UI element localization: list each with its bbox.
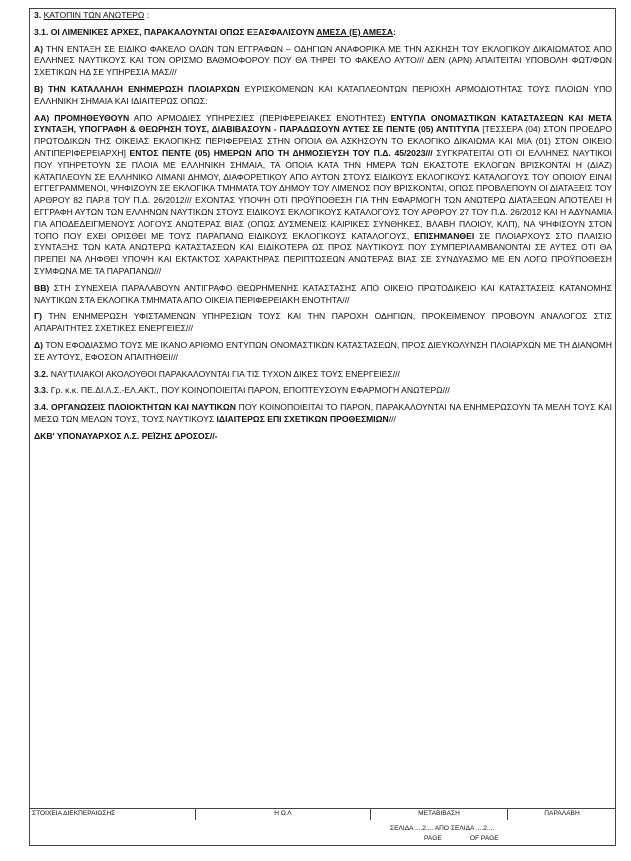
section-title: ΚΑΤΟΠΙΝ ΤΩΝ ΑΝΩΤΕΡΩ [43, 10, 145, 20]
paragraph-aa-bold-3: ΕΝΤΟΣ ΠΕΝΤΕ (05) ΗΜΕΡΩΝ ΑΠΟ ΤΗ ΔΗΜΟΣΙΕΥΣΗ ΤΟΥ Π.Δ. 45/2023/// [129, 147, 433, 158]
paragraph-3-2-text: ΝΑΥΤΙΛΙΑΚΟΙ ΑΚΟΛΟΥΘΟΙ ΠΑΡΑΚΑΛΟΥΝΤΑΙ ΓΙΑ ΤΙΣ ΤΥΧΟΝ ΔΙΚΕΣ ΤΟΥΣ ΕΝΕΡΓΕΙΕΣ/// [48, 368, 400, 379]
paragraph-3-3 [34, 385, 612, 397]
paragraph-aa-text-1: ΑΠΟ ΑΡΜΟΔΙΕΣ ΥΠΗΡΕΣΙΕΣ (ΠΕΡΙΦΕΡΕΙΑΚΕΣ ΕΝΟΤΗΤΕΣ) [129, 112, 391, 123]
footer-col-transmission: ΜΕΤΑΒΙΒΑΣΗ [371, 809, 508, 821]
paragraph-aa-text-2: [ΤΕΣΣΕΡΑ (04) ΣΤΟΝ ΠΡΟΕΔΡΟ ΠΡΩΤΟΔΙΚΩΝ ΤΗΣ ΟΙΚΕΙΑΣ ΕΚΛΟΓΙΚΗΣ ΠΕΡΙΦΕΡΕΙΑΣ ΣΤΗΝ ΟΠΟΙΑ ΘΑ ΑΣΚΗΣΟΥΝ ΤΟ ΕΚΛΟΓΙΚΟ ΔΙΚΑΙΩΜΑ ΚΑΙ ΜΙΑ (01) ΣΤΟΝ ΟΙΚΕΙΟ ΑΝΤΙΠΕΡΙΦΕΡΕΙΑΡΧΗ] [34, 124, 613, 158]
paragraph-g [34, 311, 612, 335]
of-page-label: OF PAGE [469, 835, 499, 842]
section-number: 3. [34, 10, 42, 20]
footer-col-reception: ΠΑΡΑΛΑΒΗ [508, 809, 617, 821]
paragraph-a-text: ΤΗΝ ΕΝΤΑΞΗ ΣΕ ΕΙΔΙΚΟ ΦΑΚΕΛΟ ΟΛΩΝ ΤΩΝ ΕΓΓΡΑΦΩΝ – ΟΔΗΓΙΩΝ ΑΝΑΦΟΡΙΚΑ ΜΕ ΤΗΝ ΑΣΚΗΣΗ ΤΟΥ ΕΚΛΟΓΙΚΟΥ ΔΙΚΑΙΩΜΑΤΟΣ ΑΠΟ ΕΛΛΗΝΕΣ ΝΑΥΤΙΚΟΥΣ ΚΑΙ ΤΟΝ ΟΡΙΣΜΟ ΒΑΘΜΟΦΟΡΟΥ ΠΟΥ ΘΑ ΤΗΡΕΙ ΤΟ ΦΑΚΕΛΟ ΑΥΤΟ/// ΔΕΝ (ΑΡΝ) ΑΠΑΙΤΕΙΤΑΙ ΥΠΟΒΟΛΗ ΦΩΤ/ΦΩΝ ΣΧΕΤΙΚΩΝ ΗΔ ΣΕ ΥΠΗΡΕΣΙΑ ΜΑΣ/// [34, 43, 612, 78]
footer-col-time: Η Ω Λ [196, 809, 371, 821]
footer-col-processing: ΣΤΟΙΧΕΙΑ ΔΙΕΚΠΕΡΑΙΩΣΗΣ [29, 809, 196, 821]
paragraph-aa-text-3: ΣΥΓΚΡΑΤΕΙΤΑΙ ΟΤΙ ΟΙ ΕΛΛΗΝΕΣ ΝΑΥΤΙΚΟΙ ΠΟΥ ΥΠΗΡΕΤΟΥΝ ΣΕ ΠΛΟΙΑ ΜΕ ΕΛΛΗΝΙΚΗ ΣΗΜΑΙΑ, ΤΑ ΟΠΟΙΑ ΚΑΤΑ ΤΗΝ ΗΜΕΡΑ ΤΩΝ ΕΚΑΣΤΟΤΕ ΕΚΛΟΓΩΝ ΒΡΙΣΚΟΝΤΑΙ Η (ΔΙΑΖ) ΚΑΤΑΠΛΕΟΥΝ ΣΕ ΕΛΛΗΝΙΚΟ ΛΙΜΑΝΙ ΔΗΜΟΥ, ΔΙΑΦΟΡΕΤΙΚΟΥ ΑΠΟ ΑΥΤΟΝ ΣΤΟΥΣ ΕΙΔΙΚΟΥΣ ΕΚΛΟΓΙΚΟΥΣ ΚΑΤΑΛΟΓΟΥΣ ΤΟΥ ΟΠΟΙΟΥ ΕΙΝΑΙ ΕΓΓΕΓΡΑΜΜΕΝΟΙ, ΨΗΦΙΖΟΥΝ ΣΕ ΕΚΛΟΓΙΚΑ ΤΜΗΜΑΤΑ ΤΟΥ ΔΗΜΟΥ ΤΟΥ ΛΙΜΕΝΟΣ ΠΟΥ ΒΡΙΣΚΟΝΤΑΙ, ΟΠΩΣ ΠΡΟΒΛΕΠΟΥΝ ΟΙ ΔΙΑΤΑΞΕΙΣ ΤΟΥ ΑΡΘΡΟΥ 82 ΠΑΡ.8 ΤΟΥ Π.Δ. 26/2012/// ΕΧΟΝΤΑΣ ΥΠΟΨΗ ΟΤΙ ΠΡΟΫΠΟΘΕΣΗ ΓΙΑ ΤΗΝ ΕΦΑΡΜΟΓΗ ΤΩΝ ΑΝΩΤΕΡΩ ΔΙΑΤΑΞΕΩΝ ΑΠΟΤΕΛΕΙ Η ΕΓΓΡΑΦΗ ΑΥΤΩΝ ΤΩΝ ΕΛΛΗΝΩΝ ΝΑΥΤΙΚΩΝ ΣΤΟΥΣ ΕΙΔΙΚΟΥΣ ΕΚΛΟΓΙΚΟΥΣ ΚΑΤΑΛΟΓΟΥΣ ΤΟΥ ΑΡΘΡΟΥ 27 ΤΟΥ Π.Δ. 26/2012 ΚΑΙ Η ΑΔΥΝΑΜΙΑ ΓΙΑ ΑΠΟΔΕΔΕΙΓΜΕΝΟΥΣ ΛΟΓΟΥΣ ΑΝΩΤΕΡΑΣ ΒΙΑΣ (ΟΠΩΣ ΔΥΣΜΕΝΕΙΣ ΚΑΙΡΙΚΕΣ ΣΥΝΘΗΚΕΣ, ΒΛΑΒΗ ΠΛΟΙΟΥ, ΚΛΠ), ΝΑ ΨΗΦΙΣΟΥΝ ΣΤΟΝ ΤΟΠΟ ΠΟΥ ΕΧΕΙ ΟΡΙΣΘΕΙ ΜΕ ΤΟΥΣ ΠΑΡΑΠΑΝΩ ΕΙΔΙΚΟΥΣ ΕΚΛΟΓΙΚΟΥΣ ΚΑΤΑΛΟΓΟΥΣ, [34, 147, 612, 241]
paragraph-3-1-underlined: ΑΜΕΣΑ (Ε) ΑΜΕΣΑ [316, 26, 394, 37]
paragraph-3-1-tail: : [393, 26, 396, 37]
document-footer [29, 808, 616, 846]
paragraph-d-label: Δ) [34, 339, 44, 350]
paragraph-3-4-text: ΠΟΥ ΚΟΙΝΟΠΟΙΕΙΤΑΙ ΤΟ ΠΑΡΟΝ, ΠΑΡΑΚΑΛΟΥΝΤΑΙ ΝΑ ΕΝΗΜΕΡΩΣΟΥΝ ΤΑ ΜΕΛΗ ΤΟΥΣ ΚΑΙ ΜΕΣΩ ΤΩΝ ΜΕΛΩΝ ΤΟΥΣ, ΤΟΥΣ ΝΑΥΤΙΚΟΥΣ [34, 402, 612, 424]
paragraph-a [34, 44, 612, 79]
page-label: PAGE [424, 835, 442, 842]
paragraph-3-4-bold: 3.4. ΟΡΓΑΝΩΣΕΙΣ ΠΛΟΙΟΚΤΗΤΩΝ ΚΑΙ ΝΑΥΤΙΚΩΝ [34, 402, 236, 413]
paragraph-3-4-tail: /// [388, 413, 396, 424]
paragraph-bb [34, 283, 612, 307]
paragraph-d-text: ΤΟΝ ΕΦΟΔΙΑΣΜΟ ΤΟΥΣ ΜΕ ΙΚΑΝΟ ΑΡΙΘΜΟ ΕΝΤΥΠΩΝ ΟΝΟΜΑΣΤΙΚΩΝ ΚΑΤΑΣΤΑΣΕΩΝ, ΠΡΟΣ ΔΙΕΥΚΟΛΥΝΣΗ ΠΛΟΙΑΡΧΩΝ ΜΕ ΤΗ ΔΙΑΝΟΜΗ ΣΕ ΑΥΤΟΥΣ, ΕΦΟΣΟΝ ΑΠΑΙΤΗΘΕΙ/// [34, 339, 612, 362]
paragraph-3-4-bold-2: ΙΔΙΑΙΤΕΡΩΣ ΕΠΙ ΣΧΕΤΙΚΩΝ ΠΡΟΘΕΣΜΙΩΝ [216, 413, 389, 424]
paragraph-bb-label: ΒΒ) [34, 282, 50, 293]
paragraph-aa-text-4: ΣΕ ΠΛΟΙΑΡΧΟΥΣ ΣΤΟ ΠΛΑΙΣΙΟ ΣΥΝΤΑΞΗΣ ΤΩΝ ΚΑΤΑ ΑΝΩΤΕΡΩ ΚΑΤΑΣΤΑΣΕΩΝ ΚΑΙ ΕΙΔΙΚΟΤΕΡΑ ΩΣ ΠΡΟΣ ΝΑΥΤΙΚΟΥΣ ΠΟΥ ΣΥΜΠΕΡΙΛΑΜΒΑΝΟΝΤΑΙ ΣΕ ΑΥΤΕΣ ΟΤΙ ΘΑ ΠΡΕΠΕΙ ΝΑ ΛΗΦΘΕΙ ΥΠΟΨΗ ΚΑΙ ΕΚΤΑΚΤΟΣ ΧΑΡΑΚΤΗΡΑΣ ΠΕΡΙΠΤΩΣΕΩΝ ΑΝΩΤΕΡΑΣ ΒΙΑΣ ΣΕ ΣΥΝΔΥΑΣΜΟ ΜΕ ΕΝ ΛΟΓΩ ΠΡΟΫΠΟΘΕΣΗ ΣΥΜΦΩΝΑ ΜΕ ΤΑ ΠΑΡΑΠΑΝΩ/// [34, 230, 612, 276]
paragraph-b-text: ΕΥΡΙΣΚΟΜΕΝΩΝ ΚΑΙ ΚΑΤΑΠΛΕΟΝΤΩΝ ΠΕΡΙΟΧΗ ΑΡΜΟΔΙΟΤΗΤΑΣ ΤΟΥΣ ΠΛΟΙΩΝ ΥΠΟ ΕΛΛΗΝΙΚΗ ΣΗΜΑΙΑ ΚΑΙ ΙΔΙΑΙΤΕΡΩΣ ΟΠΩΣ: [34, 83, 612, 106]
paragraph-d [34, 340, 612, 364]
paragraph-g-text: ΤΗΝ ΕΝΗΜΕΡΩΣΗ ΥΦΙΣΤΑΜΕΝΩΝ ΥΠΗΡΕΣΙΩΝ ΤΟΥΣ ΚΑΙ ΤΗΝ ΠΑΡΟΧΗ ΟΔΗΓΙΩΝ, ΠΡΟΚΕΙΜΕΝΟΥ ΠΡΟΒΟΥΝ ΑΝΑΛΟΓΟΣ ΣΤΙΣ ΑΠΑΡΑΙΤΗΤΕΣ ΣΧΕΤΙΚΕΣ ΕΝΕΡΓΕΙΕΣ/// [34, 311, 612, 334]
page-number-line: ΣΕΛΙΔΑ ....2.... ΑΠΟ ΣΕΛΙΔΑ ....2.... [390, 825, 495, 832]
paragraph-a-label: Α) [34, 43, 44, 54]
paragraph-3-3-text: Γρ. κ.κ. ΠΕ.ΔΙ.Λ.Σ.-ΕΛ.ΑΚΤ., ΠΟΥ ΚΟΙΝΟΠΟΙΕΙΤΑΙ ΠΑΡΟΝ, ΕΠΟΠΤΕΥΣΟΥΝ ΕΦΑΡΜΟΓΗ ΑΝΩΤΕΡΩ/// [48, 385, 450, 396]
paragraph-bb-text: ΣΤΗ ΣΥΝΕΧΕΙΑ ΠΑΡΑΛΑΒΟΥΝ ΑΝΤΙΓΡΑΦΟ ΘΕΩΡΗΜΕΝΗΣ ΚΑΤΑΣΤΑΣΗΣ ΑΠΟ ΟΙΚΕΙΟ ΠΡΩΤΟΔΙΚΕΙΟ ΚΑΙ ΚΑΤΑΣΤΑΣΕΙΣ ΚΑΤΑΝΟΜΗΣ ΝΑΥΤΙΚΩΝ ΣΤΑ ΕΚΛΟΓΙΚΑ ΤΜΗΜΑΤΑ ΑΠΟ ΟΙΚΕΙΑ ΠΕΡΙΦΕΡΕΙΑΚΗ ΕΝΟΤΗΤΑ/// [34, 282, 612, 305]
paragraph-3-3-label: 3.3. [34, 385, 49, 396]
paragraph-b [34, 84, 612, 108]
paragraph-aa-bold-4: ΕΠΙΣΗΜΑΝΘΕΙ [414, 230, 475, 241]
paragraph-3-4 [34, 402, 612, 426]
paragraph-3-2 [34, 369, 612, 381]
paragraph-aa-bold-1: ΑΑ) ΠΡΟΜΗΘΕΥΘΟΥΝ [34, 112, 130, 123]
paragraph-aa [34, 113, 612, 278]
paragraph-3-1 [34, 27, 612, 39]
footer-table [29, 808, 616, 820]
paragraph-g-label: Γ) [34, 311, 43, 322]
paragraph-b-bold: Β) ΤΗΝ ΚΑΤΑΛΛΗΛΗ ΕΝΗΜΕΡΩΣΗ ΠΛΟΙΑΡΧΩΝ [34, 83, 240, 94]
document-body [34, 10, 612, 448]
page-number-block [380, 824, 499, 844]
signature-line: ΔΚΒ' ΥΠΟΝΑΥΑΡΧΟΣ Λ.Σ. ΡΕΪΖΗΣ ΔΡΟΣΟΣ//- [34, 430, 218, 441]
paragraph-3-2-label: 3.2. [34, 368, 49, 379]
page-number-labels [380, 834, 499, 844]
paragraph-3-1-lead: 3.1. ΟΙ ΛΙΜΕΝΙΚΕΣ ΑΡΧΕΣ, ΠΑΡΑΚΑΛΟΥΝΤΑΙ ΟΠΩΣ ΕΞΑΣΦΑΛΙΣΟΥΝ [34, 26, 317, 37]
section-heading [34, 10, 612, 22]
section-title-tail: : [144, 10, 150, 20]
paragraph-aa-bold-2: ΕΝΤΥΠΑ ΟΝΟΜΑΣΤΙΚΩΝ ΚΑΤΑΣΤΑΣΕΩΝ ΚΑΙ ΜΕΤΑ ΣΥΝΤΑΞΗ, ΥΠΟΓΡΑΦΗ & ΘΕΩΡΗΣΗ ΤΟΥΣ, ΔΙΑΒΙΒΑΣΟΥΝ - ΠΑΡΑΔΩΣΟΥΝ ΑΥΤΕΣ ΣΕ ΠΕΝΤΕ (05) ΑΝΤΙΤΥΠΑ [34, 112, 612, 135]
